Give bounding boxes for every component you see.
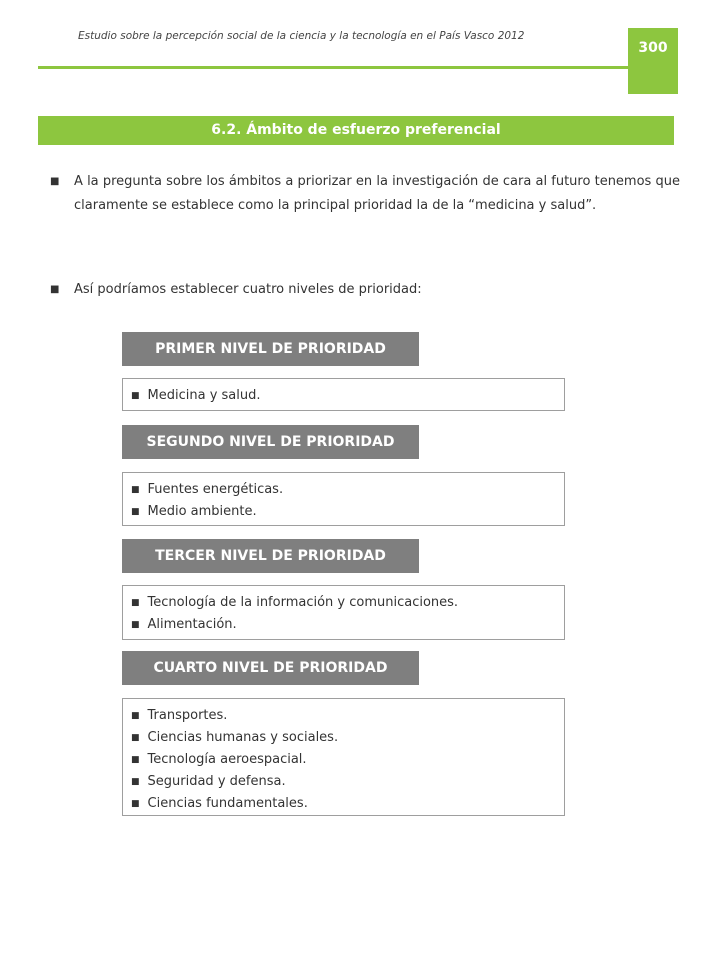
level-2-header — [122, 425, 419, 459]
bullet-icon: ■ — [50, 284, 60, 295]
list-item: ■ Tecnología aeroespacial. — [131, 752, 307, 767]
list-item: ■ Medicina y salud. — [131, 388, 261, 403]
bullet-icon: ■ — [131, 733, 140, 743]
page-number-badge — [628, 28, 678, 94]
level-2-box — [122, 472, 565, 526]
list-item: ■ Ciencias fundamentales. — [131, 796, 308, 811]
bullet-icon: ■ — [131, 711, 140, 721]
bullet-icon: ■ — [50, 176, 60, 187]
list-item: ■ Ciencias humanas y sociales. — [131, 730, 339, 745]
paragraph-intro — [50, 170, 680, 218]
level-title: CUARTO NIVEL DE PRIORIDAD — [153, 660, 388, 676]
list-item: ■ Seguridad y defensa. — [131, 774, 286, 789]
bullet-icon: ■ — [131, 755, 140, 765]
paragraph-levels-intro — [50, 278, 680, 302]
level-title: SEGUNDO NIVEL DE PRIORIDAD — [146, 434, 395, 450]
list-item: ■ Transportes. — [131, 708, 228, 723]
paragraph-text: Así podríamos establecer cuatro niveles de prioridad: — [74, 282, 422, 297]
level-1-header — [122, 332, 419, 366]
list-item: ■ Medio ambiente. — [131, 504, 257, 519]
bullet-icon: ■ — [131, 620, 140, 630]
level-4-box — [122, 698, 565, 816]
level-1-box — [122, 378, 565, 411]
bullet-icon: ■ — [131, 485, 140, 495]
list-item: ■ Alimentación. — [131, 617, 237, 632]
bullet-icon: ■ — [131, 799, 140, 809]
page-number: 300 — [638, 40, 668, 56]
level-title: TERCER NIVEL DE PRIORIDAD — [155, 548, 386, 564]
list-item: ■ Fuentes energéticas. — [131, 482, 284, 497]
section-title: 6.2. Ámbito de esfuerzo preferencial — [211, 122, 501, 138]
section-title-bar — [38, 116, 674, 145]
list-item: ■ Tecnología de la información y comunicaciones. — [131, 595, 459, 610]
paragraph-text: A la pregunta sobre los ámbitos a priorizar en la investigación de cara al futuro tenemos que claramente se establece como la principal prioridad la de la “medicina y salud”. — [74, 174, 680, 213]
bullet-icon: ■ — [131, 598, 140, 608]
bullet-icon: ■ — [131, 507, 140, 517]
level-4-header — [122, 651, 419, 685]
level-title: PRIMER NIVEL DE PRIORIDAD — [155, 341, 386, 357]
header-title: Estudio sobre la percepción social de la ciencia y la tecnología en el País Vasco 2012 — [78, 30, 525, 42]
header-divider — [38, 66, 630, 69]
level-3-box — [122, 585, 565, 640]
level-3-header — [122, 539, 419, 573]
bullet-icon: ■ — [131, 777, 140, 787]
bullet-icon: ■ — [131, 391, 140, 401]
